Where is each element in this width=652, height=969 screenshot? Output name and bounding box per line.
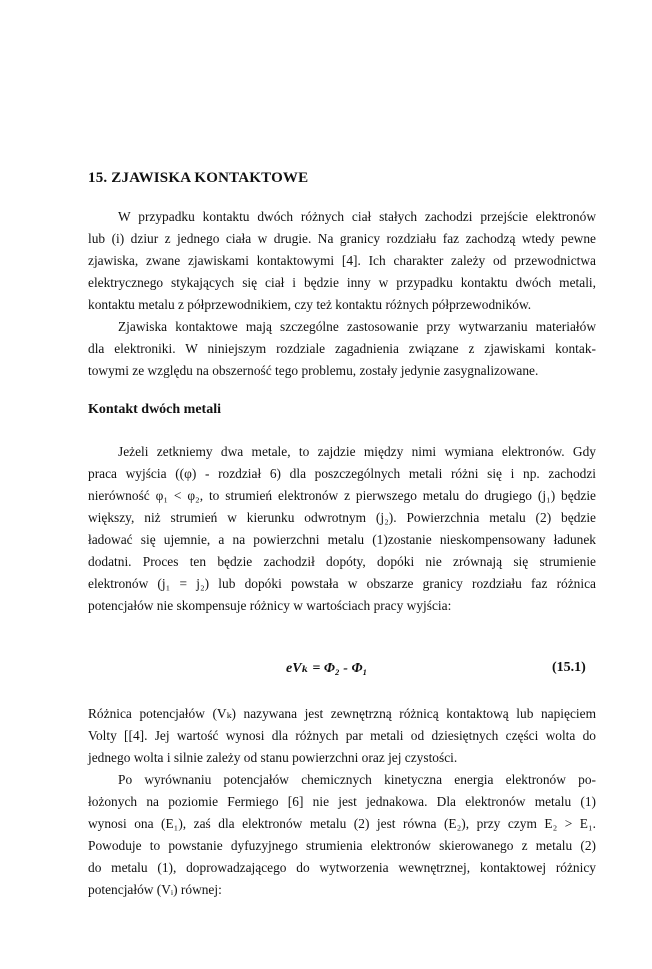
paragraph-line: łożonych na poziomie Fermiego [6] nie jest jednakowa. Dla elektronów metalu (1) bbox=[88, 794, 596, 809]
intro-line: dla elektroniki. W niniejszym rozdziale zagadnienia związane z zjawiskami kontak- bbox=[88, 341, 596, 356]
paragraph-line: większy, niż strumień w kierunku odwrotnym (j₂). Powierzchnia metalu (2) będzie bbox=[88, 510, 596, 525]
paragraph-line: Powoduje to powstanie dyfuzyjnego strumienia elektronów skierowanego z metalu (2) bbox=[88, 838, 596, 853]
intro-line: kontaktu metalu z półprzewodnikiem, czy też kontaktu różnych półprzewodników. bbox=[88, 297, 532, 312]
paragraph-line: dodatni. Proces ten będzie zachodził dopóty, dopóki nie zrównają się strumienie bbox=[88, 554, 596, 569]
paragraph-line: praca wyjścia ((φ) - rozdział 6) dla poszczególnych metali różni się i np. zachodzi bbox=[88, 466, 596, 481]
paragraph-line: potencjałów (Vᵢ) równej: bbox=[88, 882, 222, 897]
intro-line: elektrycznego stykających się ciał i będzie inny w przypadku kontaktu dwóch metali, bbox=[88, 275, 596, 290]
intro-line: zjawiska, zwane zjawiskami kontaktowymi [4]. Ich charakter zależy od przewodnictwa bbox=[88, 253, 596, 268]
paragraph-line: potencjałów nie skompensuje różnicy w wartościach pracy wyjścia: bbox=[88, 598, 452, 613]
paragraph-line: Volty [[4]. Jej wartość wynosi dla różnych par metali od dziesiętnych części wolta do bbox=[88, 728, 596, 743]
intro-line: towymi ze względu na obszerność tego problemu, zostały jedynie zasygnalizowane. bbox=[88, 363, 539, 378]
paragraph-line: Po wyrównaniu potencjałów chemicznych kinetyczna energia elektronów po- bbox=[118, 772, 596, 787]
paragraph-line: ładować się ujemnie, a na powierzchni metalu (1)zostanie nieskompensowany ładunek bbox=[88, 532, 596, 547]
paragraph-line: do metalu (1), doprowadzającego do wytworzenia wewnętrznej, kontaktowej różnicy bbox=[88, 860, 596, 875]
paragraph-line: Jeżeli zetkniemy dwa metale, to zajdzie między nimi wymiana elektronów. Gdy bbox=[118, 444, 596, 459]
paragraph-line: elektronów (j₁ = j₂) lub dopóki powstała w obszarze granicy rozdziału faz różnica bbox=[88, 576, 596, 591]
equation: eVₖ = Φ₂ - Φ₁ bbox=[286, 661, 368, 676]
paragraph-line: nierówność φ₁ < φ₂, to strumień elektronów z pierwszego metalu do drugiego (j₁) będzie bbox=[88, 488, 596, 503]
subsection-title: Kontakt dwóch metali bbox=[88, 402, 221, 417]
intro-line: lub (i) dziur z jednego ciała w drugie. Na granicy rozdziału faz zachodzą wtedy pewne bbox=[88, 231, 596, 246]
section-title: 15. ZJAWISKA KONTAKTOWE bbox=[88, 170, 309, 186]
equation-number: (15.1) bbox=[552, 660, 586, 675]
paragraph-line: jednego wolta i silnie zależy od stanu powierzchni oraz jej czystości. bbox=[88, 750, 458, 765]
paragraph-line: Różnica potencjałów (Vₖ) nazywana jest zewnętrzną różnicą kontaktową lub napięciem bbox=[88, 706, 596, 721]
paragraph-line: wynosi ona (E₁), zaś dla elektronów metalu (2) jest równa (E₂), przy czym E₂ > E₁. bbox=[88, 816, 596, 831]
intro-line: W przypadku kontaktu dwóch różnych ciał stałych zachodzi przejście elektronów bbox=[118, 209, 596, 224]
intro-line: Zjawiska kontaktowe mają szczególne zastosowanie przy wytwarzaniu materiałów bbox=[118, 319, 596, 334]
